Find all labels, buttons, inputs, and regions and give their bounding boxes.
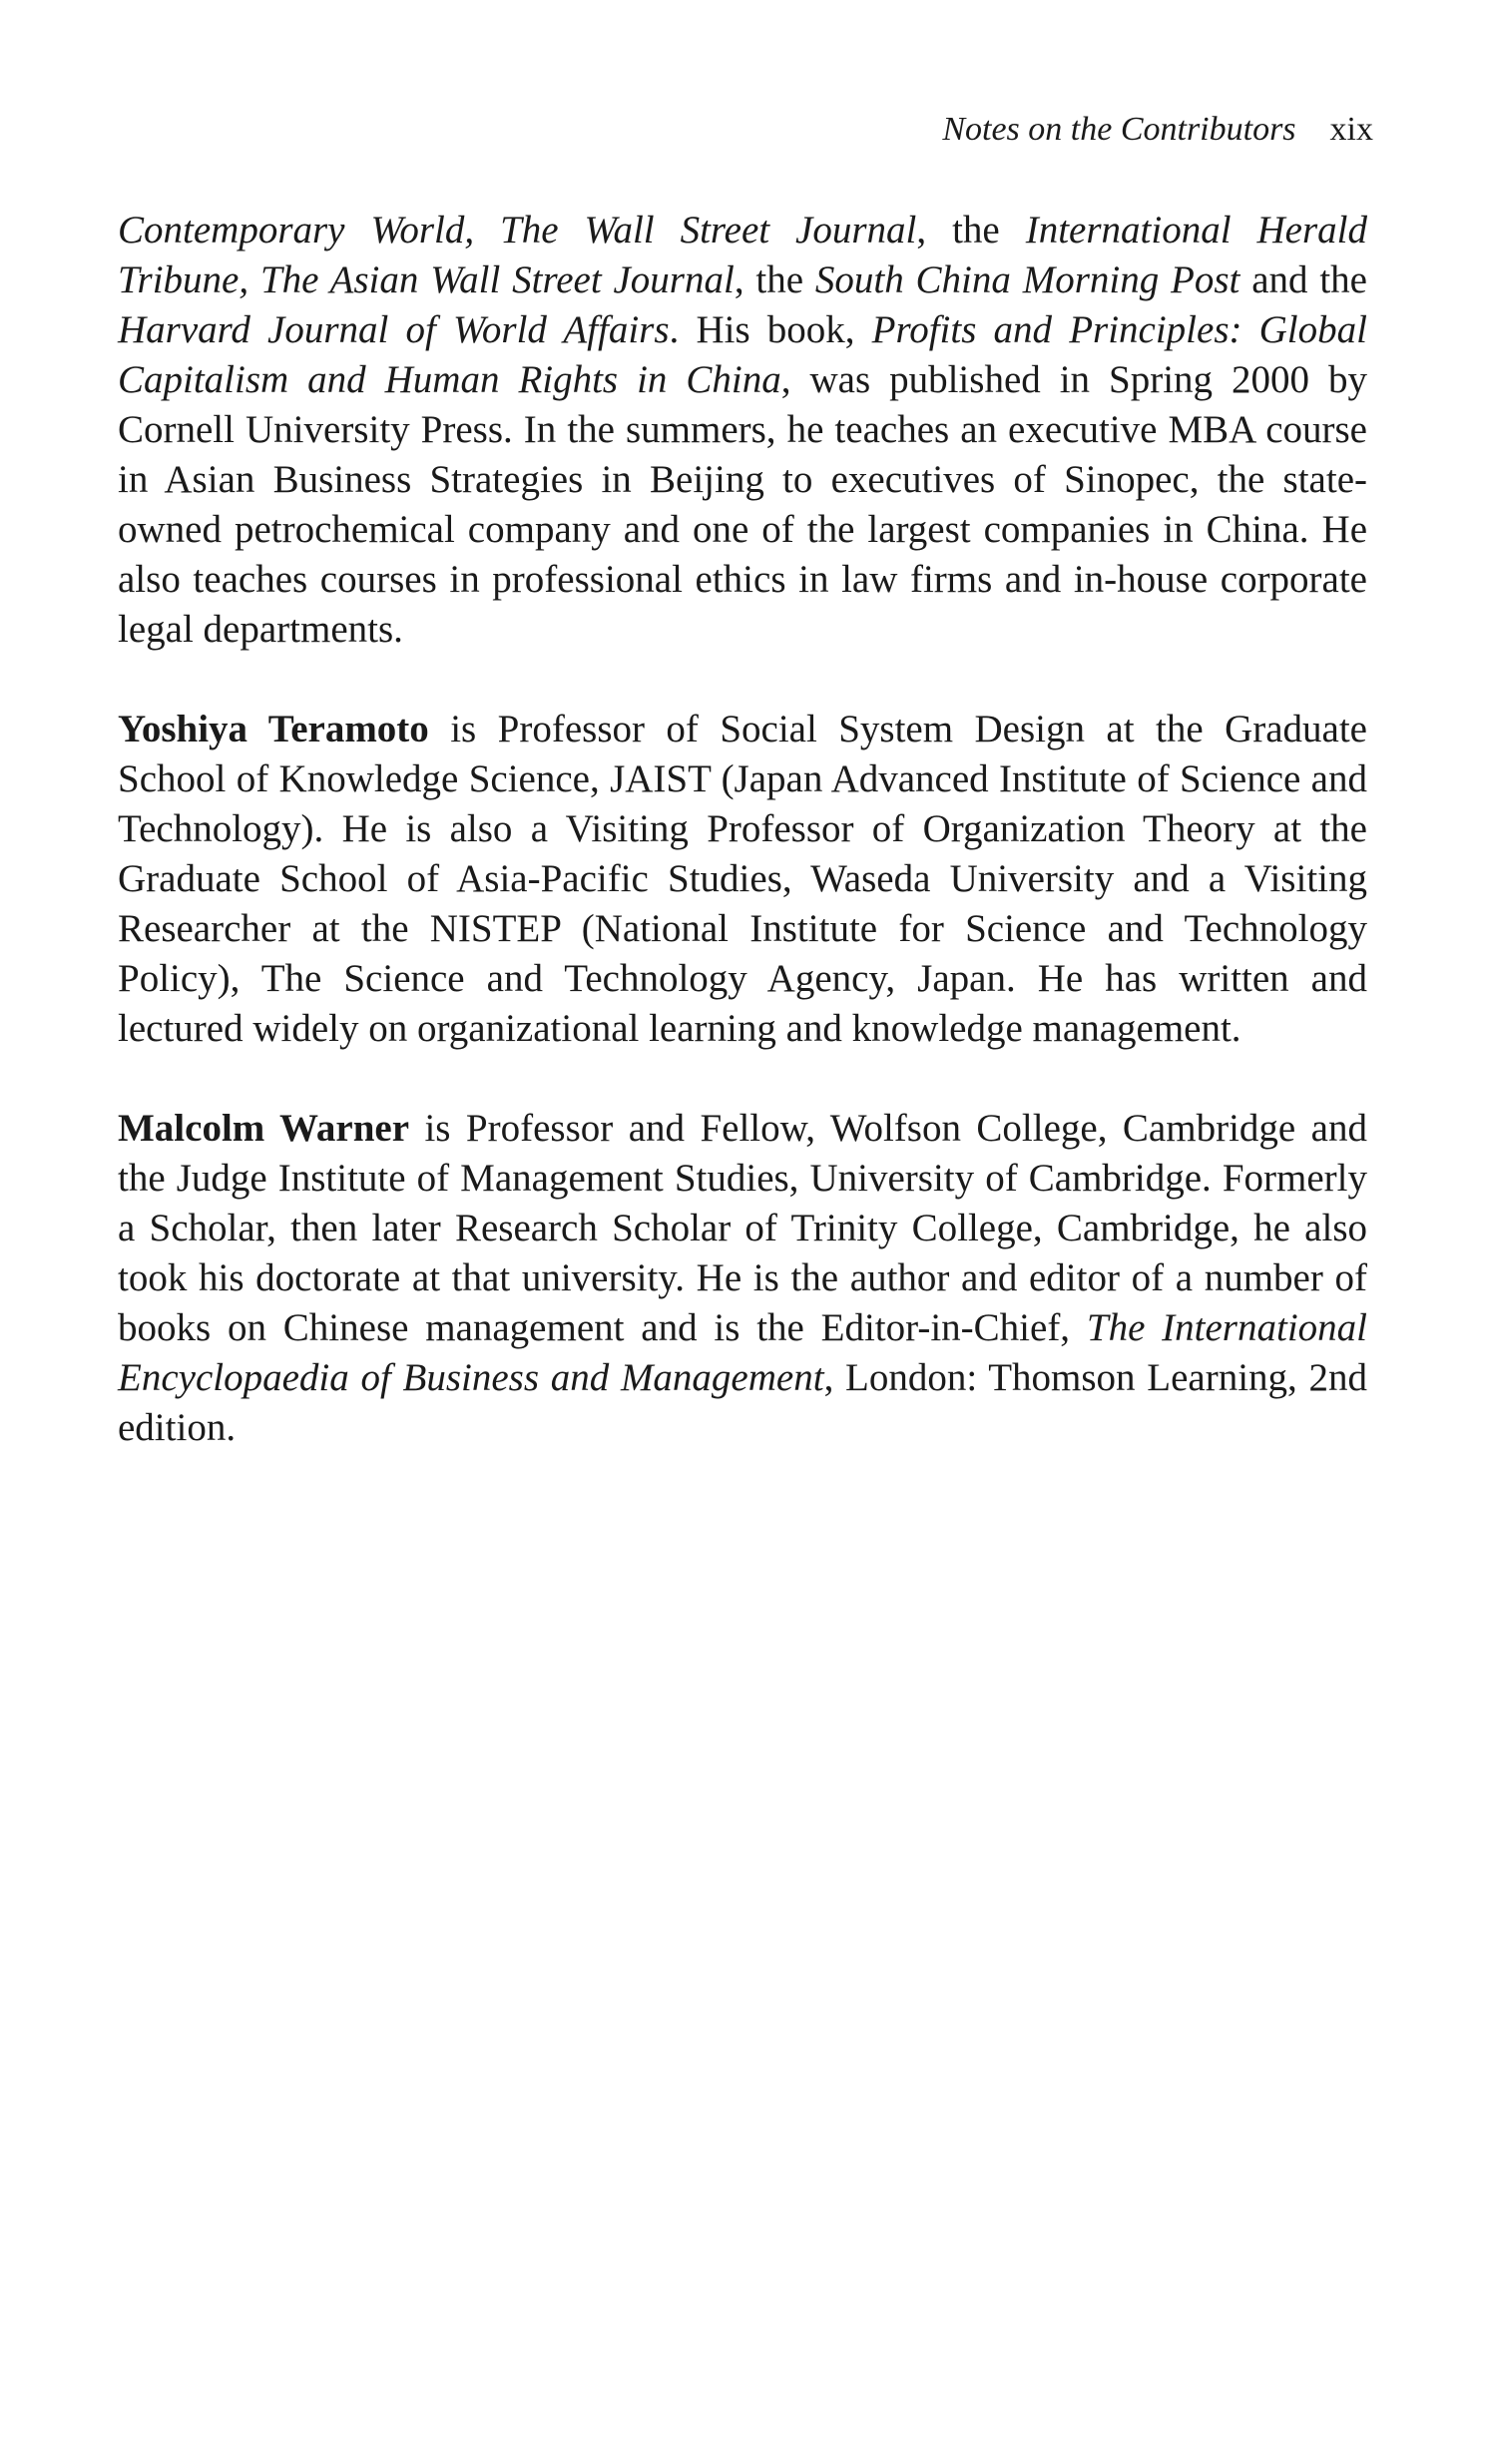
publication-title: Harvard Journal of World Affairs [118, 308, 670, 351]
bio-text: , the [916, 209, 1026, 251]
bio-text: is Professor and Fellow, Wolfson College, Cambridge and the Judge Institute of Management Studies, University of Cambridge. Formerly a Scholar, then later Research Scholar of Trinity College, Cambridge, he also took his doctorate at that university. He is the author and editor of a number of books on Chinese management and is the Editor-in-Chief, [118, 1107, 1367, 1349]
bio-text: , London: Thomson Learning, 2nd edition. [118, 1356, 1367, 1449]
contributors-notes [118, 206, 1367, 1503]
book-title: The International Encyclopaedia of Business and Management [118, 1306, 1367, 1399]
running-head [942, 110, 1373, 150]
bio-paragraph-warner [118, 1104, 1367, 1453]
book-title: Profits and Principles: Global Capitalism and Human Rights in China [118, 308, 1367, 401]
page-number: xix [1329, 111, 1373, 148]
contributor-name: Yoshiya Teramoto [118, 708, 429, 750]
running-title: Notes on the Contributors [942, 111, 1296, 148]
publication-title: International Herald Tribune, The Asian Wall Street Journal [118, 209, 1367, 301]
bio-text: , was published in Spring 2000 by Cornell University Press. In the summers, he teaches an executive MBA course in Asian Business Strategies in Beijing to executives of Sinopec, the state-owned petrochemical company and one of the largest companies in China. He also teaches courses in professional ethics in law firms and in-house corporate legal departments. [118, 358, 1367, 651]
bio-text: . His book, [669, 308, 872, 351]
publication-list-title: Contemporary World, The Wall Street Journal [118, 209, 917, 251]
bio-paragraph-teramoto [118, 705, 1367, 1054]
publication-title: South China Morning Post [814, 258, 1240, 301]
bio-text: , the [734, 258, 815, 301]
bio-text: and the [1239, 258, 1367, 301]
contributor-name: Malcolm Warner [118, 1107, 409, 1150]
bio-text: is Professor of Social System Design at the Graduate School of Knowledge Science, JAIST (Japan Advanced Institute of Science and Technology). He is also a Visiting Professor of Organization Theory at the Graduate School of Asia-Pacific Studies, Waseda University and a Visiting Researcher at the NISTEP (National Institute for Science and Technology Policy), The Science and Technology Agency, Japan. He has written and lectured widely on organizational learning and knowledge management. [118, 708, 1367, 1050]
bio-paragraph-continued [118, 206, 1367, 655]
